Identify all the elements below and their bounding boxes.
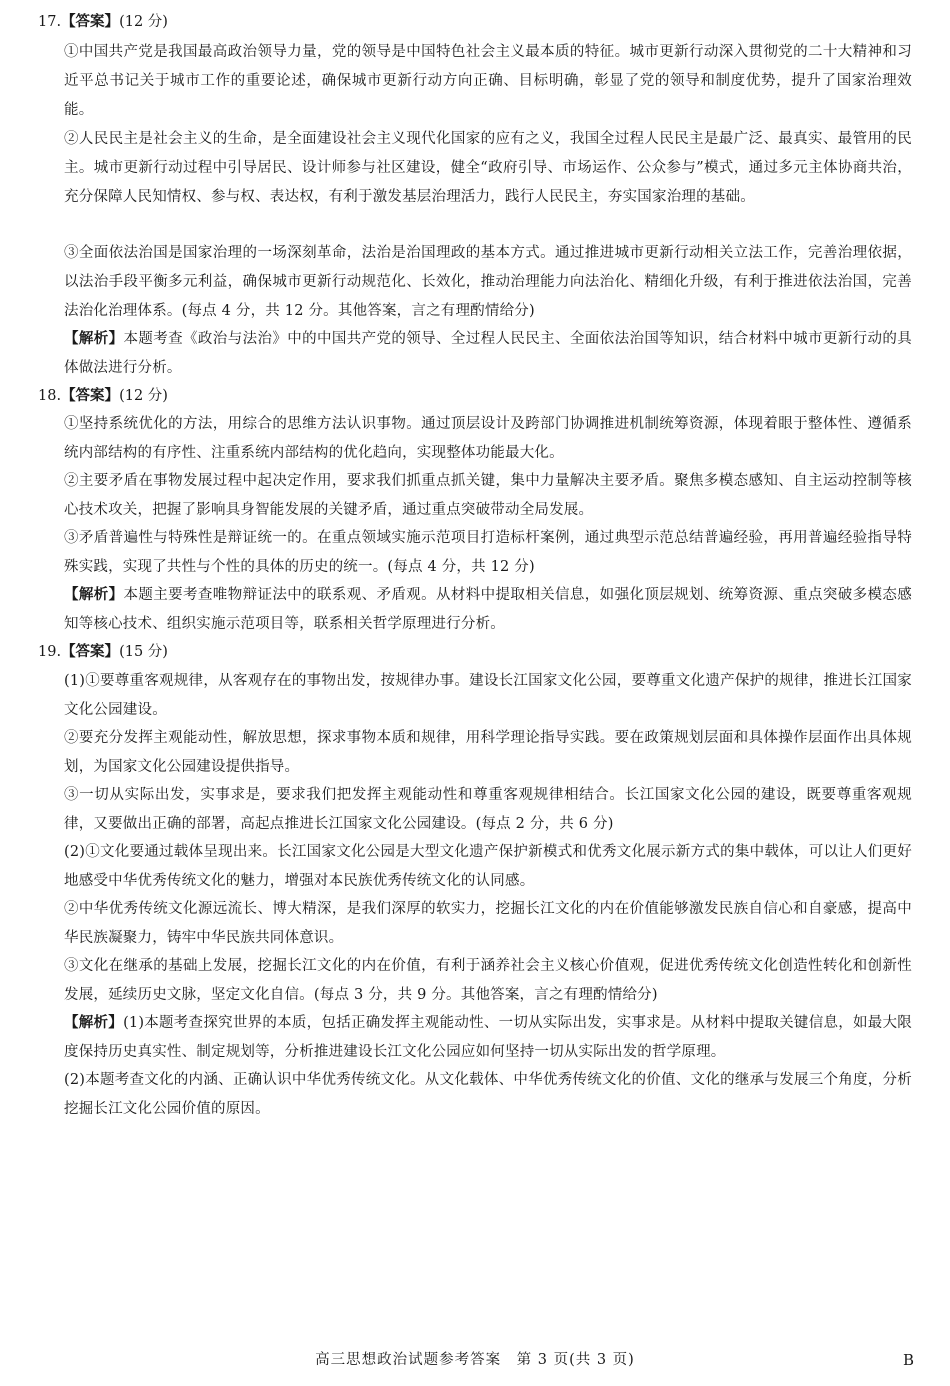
- q18-answer-label: 【答案】: [61, 387, 120, 404]
- q19-part2-point-2: ②中华优秀传统文化源远流长、博大精深，是我们深厚的软实力，挖掘长江文化的内在价值能够激发民族自信心和自豪感，提高中华民族凝聚力，铸牢中华民族共同体意识。: [64, 901, 912, 946]
- q18-point-2: ②主要矛盾在事物发展过程中起决定作用，要求我们抓重点抓关键，集中力量解决主要矛盾。聚焦多模态感知、自主运动控制等核心技术攻关，把握了影响具身智能发展的关键矛盾，通过重点突破带动全局发展。: [64, 473, 912, 518]
- q19-number: 19.: [38, 644, 62, 660]
- q19-part2-point-3: ③文化在继承的基础上发展，挖掘长江文化的内在价值，有利于涵养社会主义核心价值观，促进优秀传统文化创造性转化和创新性发展，延续历史文脉，坚定文化自信。(每点 3 分，共 9 分。其他答案，言之有理酌情给分): [64, 958, 912, 1003]
- page-footer: 高三思想政治试题参考答案 第 3 页(共 3 页): [315, 1352, 635, 1368]
- q17-point-1: ①中国共产党是我国最高政治领导力量，党的领导是中国特色社会主义最本质的特征。城市更新行动深入贯彻党的二十大精神和习近平总书记关于城市工作的重要论述，确保城市更新行动方向正确、目标明确，彰显了党的领导和制度优势，提升了国家治理效能。: [64, 44, 912, 118]
- q19-part1-point-1: (1)①要尊重客观规律，从客观存在的事物出发，按规律办事。建设长江国家文化公园，要尊重文化遗产保护的规律，推进长江国家文化公园建设。: [64, 673, 912, 718]
- q19-analysis-text-1: (1)本题考查探究世界的本质，包括正确发挥主观能动性、一切从实际出发，实事求是。从材料中提取关键信息，如最大限度保持历史真实性、制定规划等，分析推进建设长江文化公园应如何坚持一切从实际出发的哲学原理。: [64, 1015, 912, 1060]
- q18-analysis-label: 【解析】: [64, 586, 124, 603]
- q19-part1-point-2: ②要充分发挥主观能动性，解放思想，探求事物本质和规律，用科学理论指导实践。要在政策规划层面和具体操作层面作出具体规划，为国家文化公园建设提供指导。: [64, 730, 912, 775]
- q19-answer-label: 【答案】: [61, 643, 120, 660]
- q18-point-3: ③矛盾普遍性与特殊性是辩证统一的。在重点领域实施示范项目打造标杆案例，通过典型示范总结普遍经验，再用普遍经验指导特殊实践，实现了共性与个性的具体的历史的统一。(每点 4 分，共 12 分): [64, 530, 912, 575]
- q18-analysis-text: 本题主要考查唯物辩证法中的联系观、矛盾观。从材料中提取相关信息，如强化顶层规划、统筹资源、重点突破多模态感知等核心技术、组织实施示范项目等，联系相关哲学原理进行分析。: [64, 587, 912, 632]
- q19-analysis-label: 【解析】: [64, 1014, 124, 1031]
- q18-point-1: ①坚持系统优化的方法，用综合的思维方法认识事物。通过顶层设计及跨部门协调推进机制统筹资源，体现着眼于整体性、遵循系统内部结构的有序性、注重系统内部结构的优化趋向，实现整体功能最大化。: [64, 416, 912, 461]
- q17-analysis-label: 【解析】: [64, 330, 124, 347]
- q17-point-2: ②人民民主是社会主义的生命，是全面建设社会主义现代化国家的应有之义，我国全过程人民民主是最广泛、最真实、最管用的民主。城市更新行动过程中引导居民、设计师参与社区建设，健全“政府引导、市场运作、公众参与”模式，通过多元主体协商共治，充分保障人民知情权、参与权、表达权，有利于激发基层治理活力，践行人民民主，夯实国家治理的基础。: [64, 131, 912, 205]
- q18-header: [38, 386, 168, 406]
- edition-mark: B: [902, 1351, 914, 1369]
- q18-score: (12 分): [119, 388, 168, 404]
- q17-analysis-text: 本题考查《政治与法治》中的中国共产党的领导、全过程人民民主、全面依法治国等知识，结合材料中城市更新行动的具体做法进行分析。: [64, 331, 912, 376]
- q19-analysis-1: [64, 1009, 912, 1067]
- q18-number: 18.: [38, 388, 62, 404]
- q17-answer-label: 【答案】: [61, 13, 120, 30]
- q17-point-3: ③全面依法治国是国家治理的一场深刻革命，法治是治国理政的基本方式。通过推进城市更新行动相关立法工作，完善治理依据，以法治手段平衡多元利益，确保城市更新行动规范化、长效化，推动治理能力向法治化、精细化升级，有利于推进依法治国，完善法治化治理体系。(每点 4 分，共 12 分。其他答案，言之有理酌情给分): [64, 245, 912, 319]
- q19-analysis-2: (2)本题考查文化的内涵、正确认识中华优秀传统文化。从文化载体、中华优秀传统文化的价值、文化的继承与发展三个角度，分析挖掘长江文化公园价值的原因。: [64, 1072, 912, 1117]
- q19-part2-point-1: (2)①文化要通过载体呈现出来。长江国家文化公园是大型文化遗产保护新模式和优秀文化展示新方式的集中载体，可以让人们更好地感受中华优秀传统文化的魅力，增强对本民族优秀传统文化的认同感。: [64, 844, 912, 889]
- q19-score: (15 分): [119, 644, 168, 660]
- q19-part1-point-3: ③一切从实际出发，实事求是，要求我们把发挥主观能动性和尊重客观规律相结合。长江国家文化公园的建设，既要尊重客观规律，又要做出正确的部署，高起点推进长江国家文化公园建设。(每点 2 分，共 6 分): [64, 787, 912, 832]
- q18-analysis: [64, 581, 912, 639]
- q17-number: 17.: [38, 14, 62, 30]
- q17-score: (12 分): [119, 14, 168, 30]
- q17-header: [38, 12, 168, 32]
- q19-header: [38, 642, 168, 662]
- q17-analysis: [64, 325, 912, 383]
